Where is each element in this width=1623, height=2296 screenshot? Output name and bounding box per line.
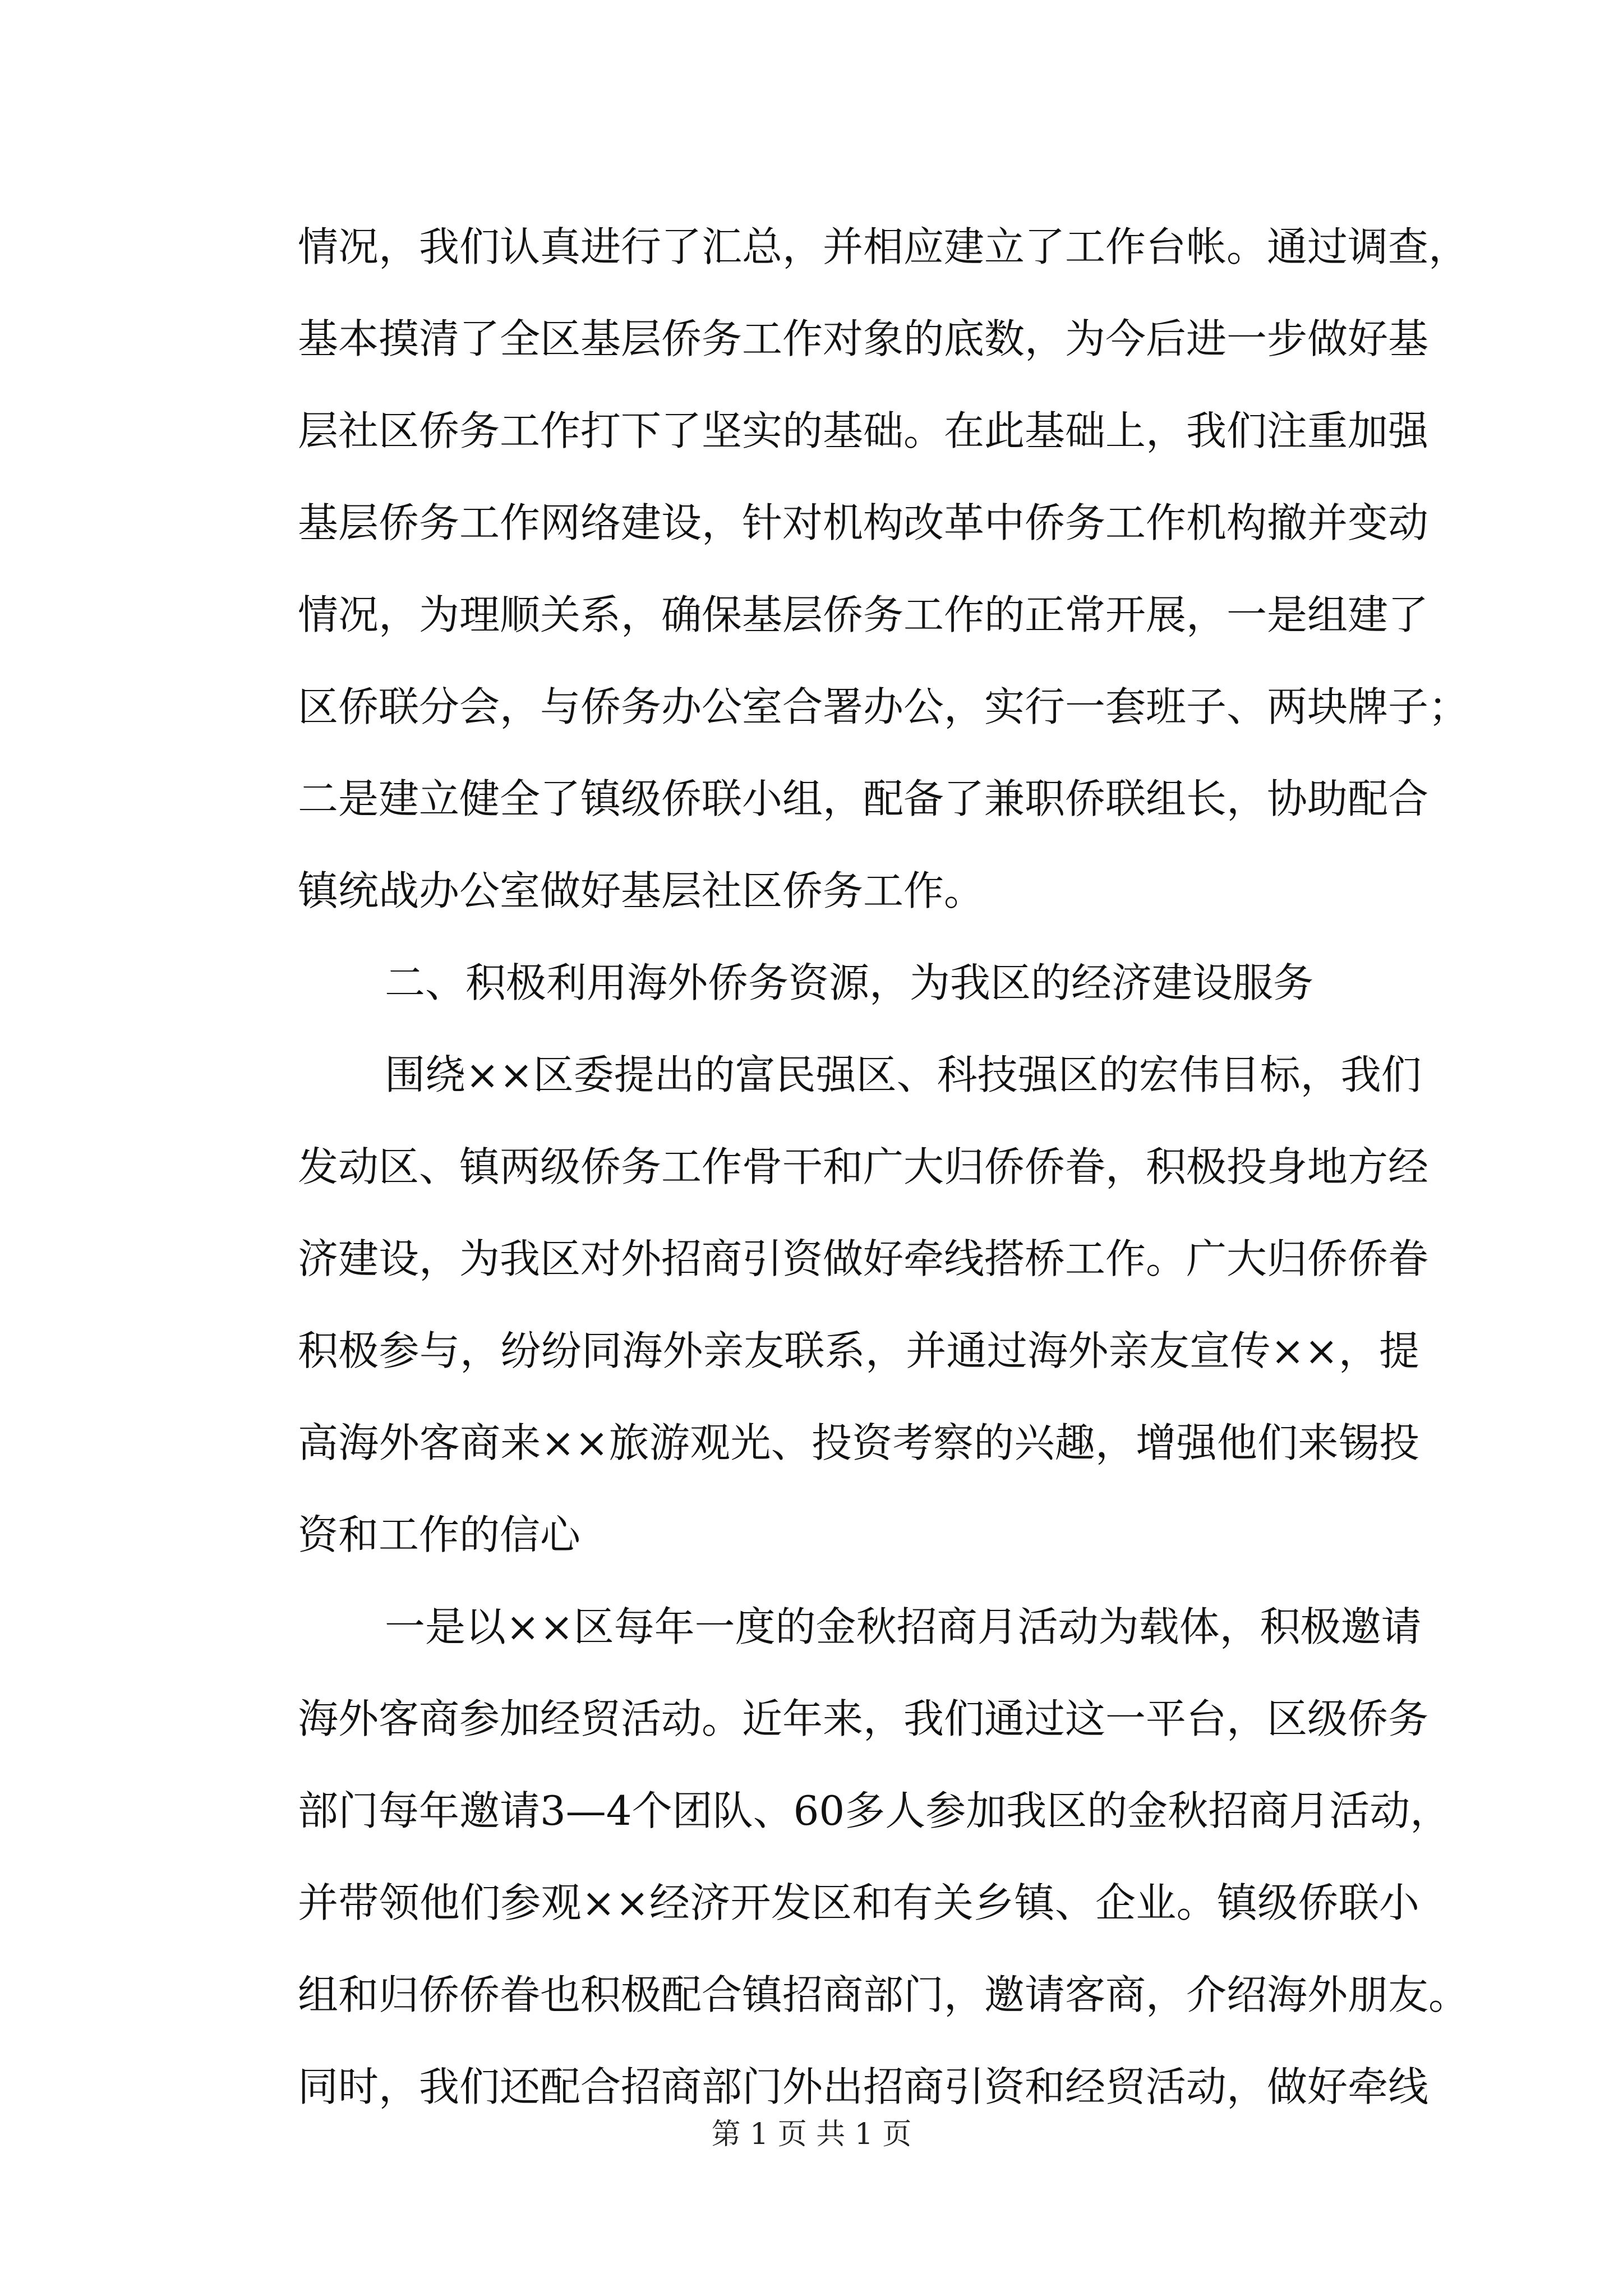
text-line: 组和归侨侨眷也积极配合镇招商部门，邀请客商，介绍海外朋友。 xyxy=(298,1971,1469,2018)
text-line: 海外客商参加经贸活动。近年来，我们通过这一平台，区级侨务 xyxy=(298,1695,1429,1742)
text-line: 并带领他们参观××经济开发区和有关乡镇、企业。镇级侨联小 xyxy=(298,1879,1419,1926)
text-line: 同时，我们还配合招商部门外出招商引资和经贸活动，做好牵线 xyxy=(298,2063,1429,2110)
text-line: 镇统战办公室做好基层社区侨务工作。 xyxy=(298,867,985,914)
text-line: 一是以××区每年一度的金秋招商月活动为载体，积极邀请 xyxy=(385,1603,1422,1650)
page-number-footer: 第 1 页 共 1 页 xyxy=(711,2118,912,2151)
text-line: 情况，为理顺关系，确保基层侨务工作的正常开展，一是组建了 xyxy=(298,591,1429,638)
text-line: 二是建立健全了镇级侨联小组，配备了兼职侨联组长，协助配合 xyxy=(298,775,1429,822)
text-line: 围绕××区委提出的富民强区、科技强区的宏伟目标，我们 xyxy=(385,1051,1422,1098)
text-line: 资和工作的信心 xyxy=(298,1511,581,1558)
section-heading: 二、积极利用海外侨务资源，为我区的经济建设服务 xyxy=(385,959,1314,1006)
text-line: 基层侨务工作网络建设，针对机构改革中侨务工作机构撤并变动 xyxy=(298,499,1429,546)
document-body xyxy=(298,201,1469,2133)
text-line: 层社区侨务工作打下了坚实的基础。在此基础上，我们注重加强 xyxy=(298,407,1429,454)
text-line: 情况，我们认真进行了汇总，并相应建立了工作台帐。通过调查， xyxy=(298,223,1469,270)
text-line: 济建设，为我区对外招商引资做好牵线搭桥工作。广大归侨侨眷 xyxy=(298,1235,1429,1282)
text-line: 部门每年邀请3—4个团队、60多人参加我区的金秋招商月活动， xyxy=(298,1787,1451,1834)
text-line: 基本摸清了全区基层侨务工作对象的底数，为今后进一步做好基 xyxy=(298,315,1429,362)
text-line: 发动区、镇两级侨务工作骨干和广大归侨侨眷，积极投身地方经 xyxy=(298,1143,1429,1190)
text-line: 区侨联分会，与侨务办公室合署办公，实行一套班子、两块牌子； xyxy=(298,683,1469,730)
text-line: 高海外客商来××旅游观光、投资考察的兴趣，增强他们来锡投 xyxy=(298,1419,1419,1466)
text-line: 积极参与，纷纷同海外亲友联系，并通过海外亲友宣传××，提 xyxy=(298,1327,1419,1374)
